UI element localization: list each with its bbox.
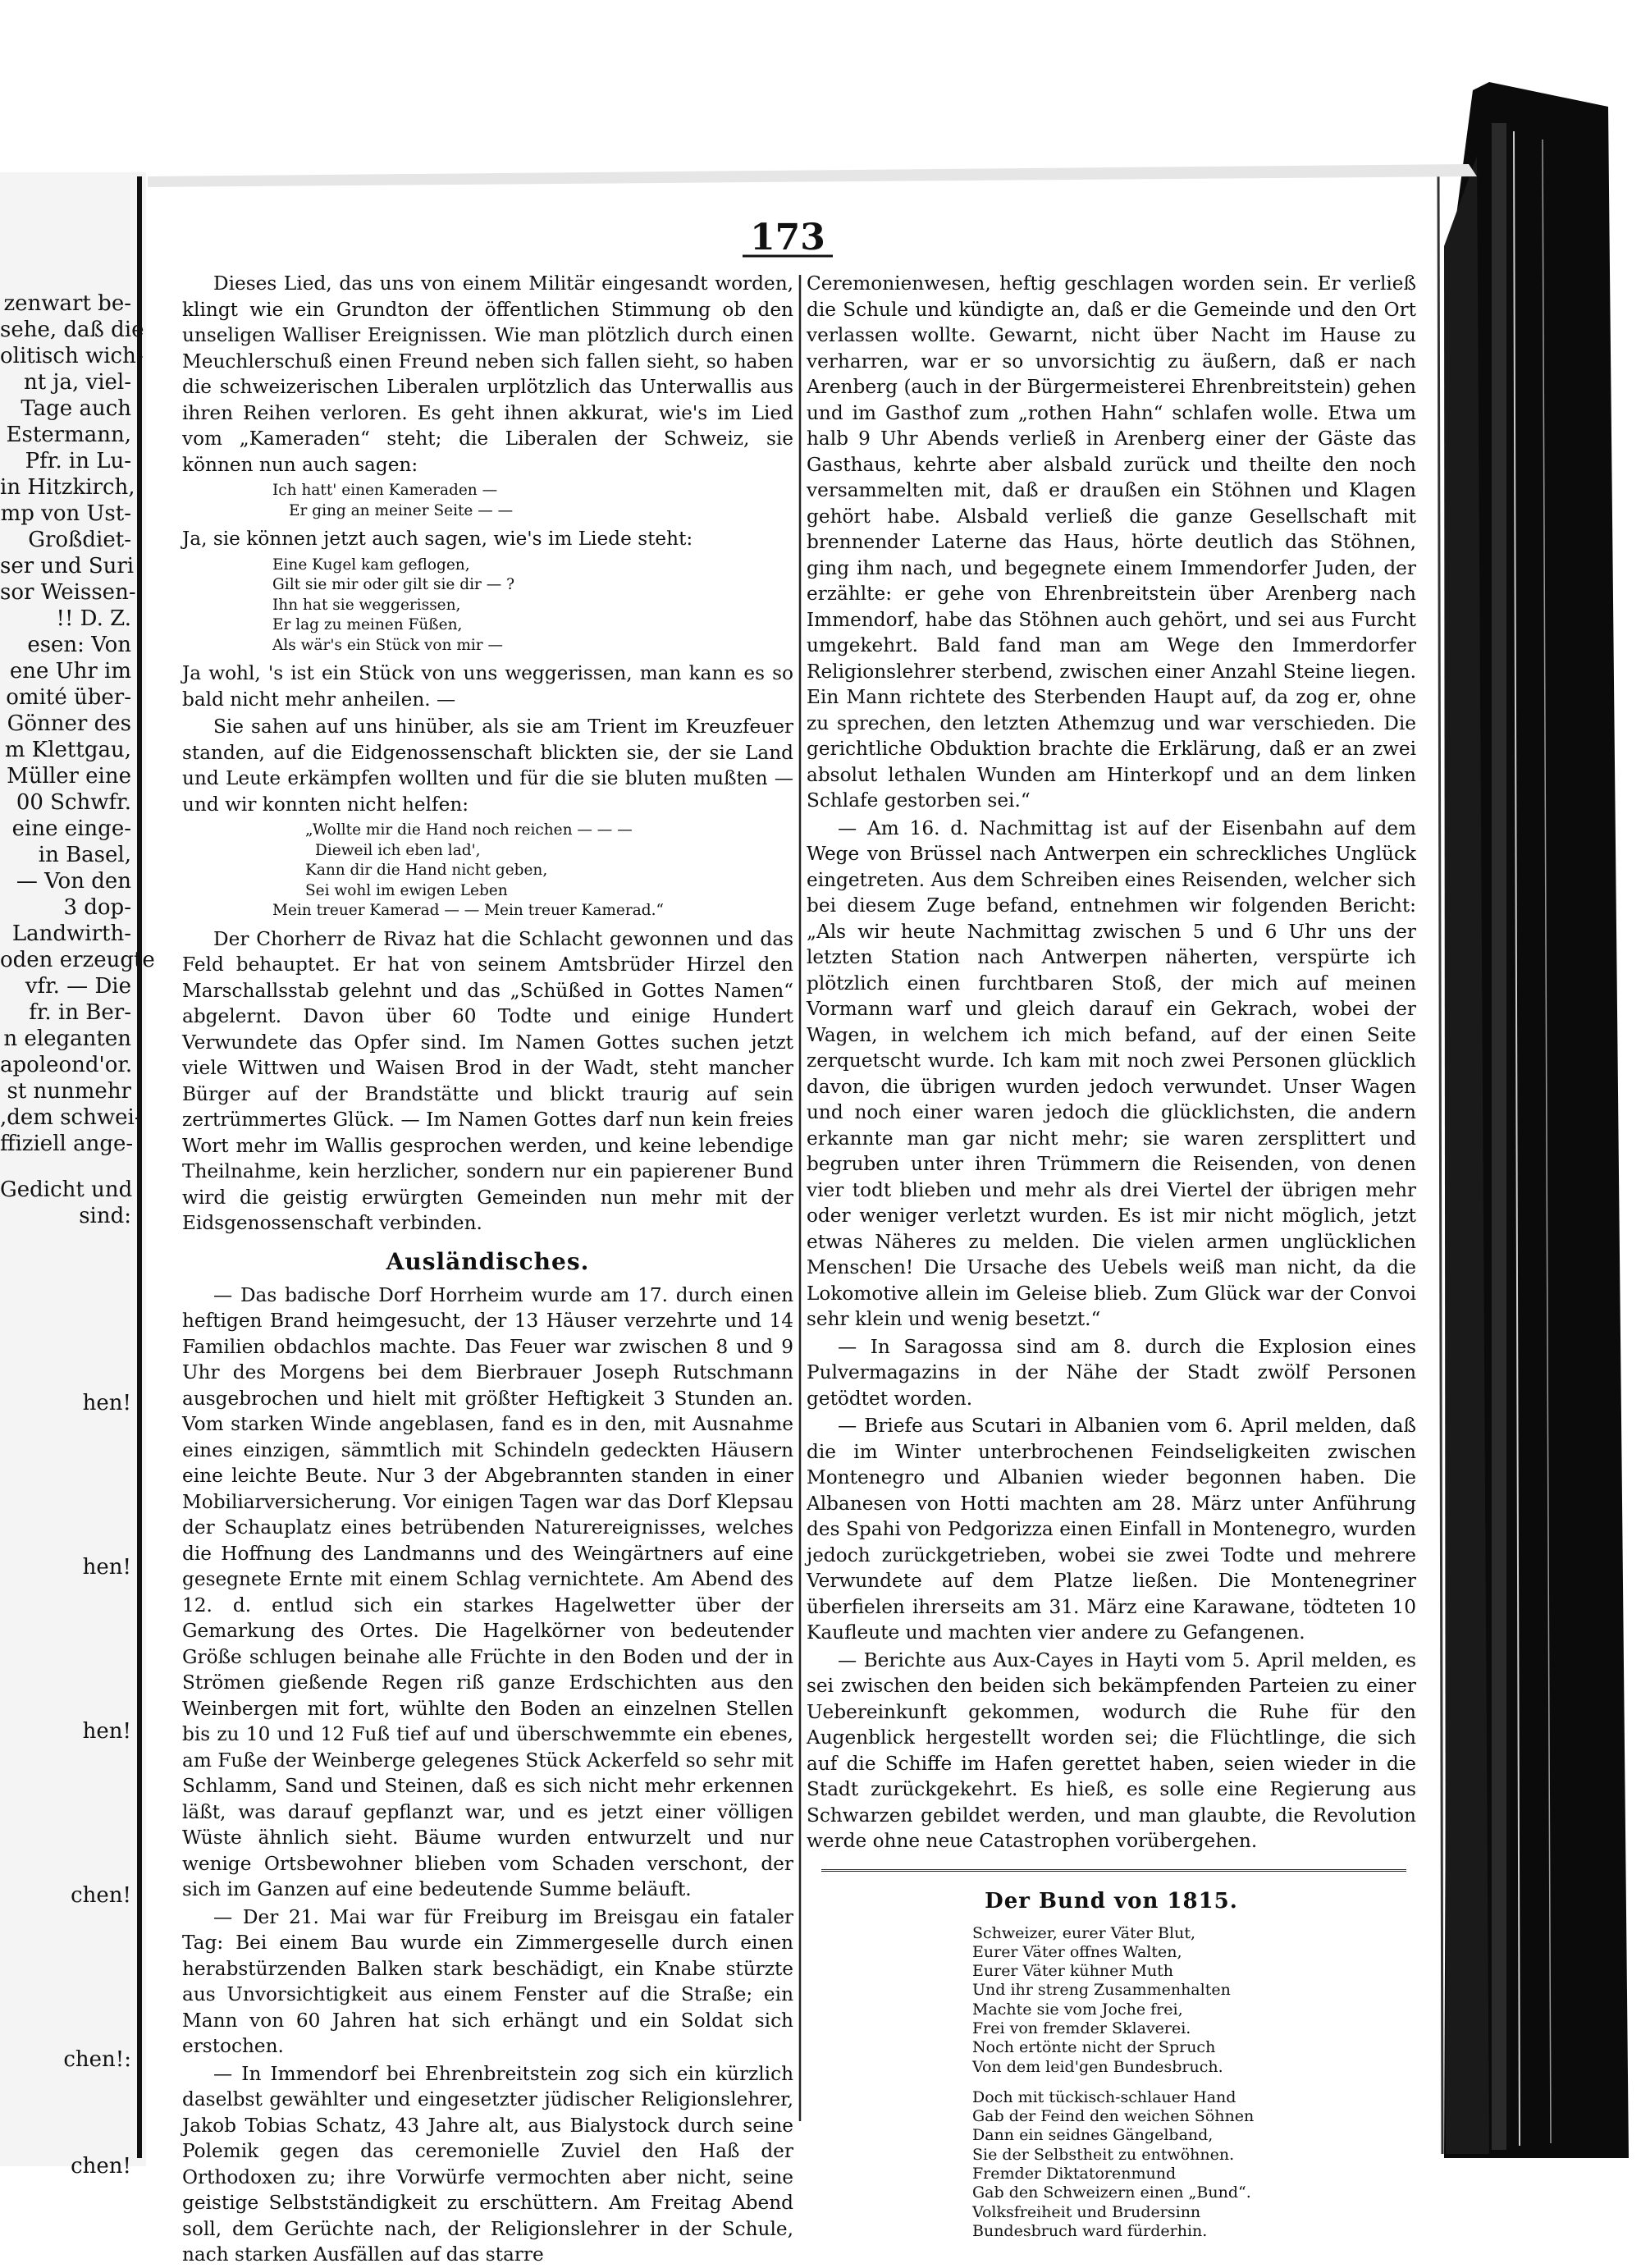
poem-line: Schweizer, eurer Väter Blut,	[972, 1923, 1195, 1942]
poem-line: Noch ertönte nicht der Spruch	[972, 2038, 1216, 2057]
poem-line: Bundesbruch ward fürderhin.	[972, 2221, 1208, 2240]
margin-fragment: hen!	[82, 1555, 131, 1580]
bridge-paragraph-1: Ja, sie können jetzt auch sagen, wie's im Liede steht:	[182, 528, 693, 550]
verse-line: Gilt sie mir oder gilt sie dir — ?	[272, 576, 515, 593]
margin-fragment: Landwirth-	[11, 921, 131, 946]
margin-fragment: chen!	[71, 1883, 131, 1908]
page-number: 173	[750, 217, 825, 258]
margin-fragment: Großdiet-	[28, 528, 131, 552]
poem-line: Eurer Väter offnes Walten,	[972, 1942, 1182, 1961]
verse-line: Als wär's ein Stück von mir —	[272, 636, 504, 654]
news-item-freiburg: — Der 21. Mai war für Freiburg im Breisgau ein fataler Tag: Bei einem Bau wurde ein Zimmergeselle durch einen herabstürzenden Balken stark beschädigt, ein Knabe stürzte aus Unvorsichtigkeit aus einem Fenster auf die Straße; ein Mann von 60 Jahren hat sich erhängt und ein Soldat sich erstochen.	[182, 1905, 793, 2057]
margin-fragment: Müller eine	[7, 764, 131, 789]
poem-line: Gab der Feind den weichen Söhnen	[972, 2107, 1255, 2126]
poem-line: Dann ein seidnes Gängelband,	[972, 2126, 1214, 2145]
verse-line: Ihn hat sie weggerissen,	[272, 596, 461, 614]
poem-line: Frei von fremder Sklaverei.	[972, 2019, 1191, 2037]
margin-fragment: nt ja, viel-	[23, 370, 131, 395]
margin-fragment: in Basel,	[38, 843, 131, 867]
right-column	[807, 271, 1416, 2240]
margin-fragment: n eleganten	[3, 1027, 131, 1051]
margin-fragment: m Klettgau,	[4, 738, 131, 762]
song-verse-3	[272, 821, 793, 921]
verse-line: Er lag zu meinen Füßen,	[272, 616, 463, 633]
margin-fragment: 00 Schwfr.	[16, 790, 131, 815]
song-verse-2	[272, 556, 793, 656]
news-item-saragossa: — In Saragossa sind am 8. durch die Explosion eines Pulvermagazins in der Nähe der Stadt zwölf Personen getödtet worden.	[807, 1335, 1416, 1410]
margin-fragment: Gedicht und	[0, 1177, 133, 1202]
verse-line: Dieweil ich eben lad',	[315, 841, 481, 859]
stanza-gap	[807, 2077, 1416, 2088]
paragraph-trient: Sie sahen auf uns hinüber, als sie am Trient im Kreuzfeuer standen, auf die Eidgenossenschaft blickten sie, der sie Land und Leute erkämpfen wollten und für die sie bluten mußten — und wir konnten nicht helfen:	[182, 716, 793, 816]
news-item-bruessel-antwerpen: — Am 16. d. Nachmittag ist auf der Eisenbahn auf dem Wege von Brüssel nach Antwerpen ein schreckliches Unglück eingetreten. Aus dem Schreiben eines Reisenden, welcher sich bei diesem Zuge befand, entnehmen wir folgenden Bericht: „Als wir heute Nachmittag zwischen 5 und 6 Uhr uns der letzten Station nach Antwerpen näherten, verspürte ich plötzlich einen furchtbaren Stoß, der mich auf meinen Vormann warf und gleich darauf ein Gekrach, wobei der Wagen, in welchem ich mich befand, auf der einen Seite zerquetscht wurde. Ich kam mit noch zwei Personen glücklich davon, die übrigen wurden jedoch verwundet. Unser Wagen und noch einer waren jedoch die glücklichsten, die andern erkannte man gar nicht mehr; sie waren zersplittert und begruben unter ihren Trümmern die Reisenden, von denen vier todt blieben und mehr als drei Viertel der übrigen mehr oder weniger verletzt wurden. Es ist mir nicht möglich, jetzt etwas Näheres zu melden. Die vielen armen unglücklichen Menschen! Die Ursache des Uebels weiß man nicht, da die Lokomotive allein im Geleise blieb. Zum Glück war der Convoi sehr klein und wenig besetzt.“	[807, 816, 1416, 1330]
margin-fragment: Pfr. in Lu-	[25, 449, 131, 473]
margin-fragment: hen!	[82, 1719, 131, 1744]
news-item-scutari: — Briefe aus Scutari in Albanien vom 6. April melden, daß die im Winter unterbrochenen Feindseligkeiten zwischen Montenegro und Albanien wieder begonnen haben. Die Albanesen von Hotti machten am 28. März unter Anführung des Spahi von Pedgorizza einen Einfall in Montenegro, wurden jedoch zurückgetrieben, wobei sie zwei Todte und mehrere Verwundete auf dem Platze ließen. Die Montenegriner überfielen ihrerseits am 31. März eine Karawane, tödteten 10 Kaufleute und machten vier andere zu Gefangenen.	[807, 1415, 1416, 1644]
margin-fragment: !! D. Z.	[56, 606, 131, 631]
paragraph-rivaz: Der Chorherr de Rivaz hat die Schlacht gewonnen und das Feld behauptet. Er hat von seinem Amtsbrüder Hirzel den Marschallsstab gelehnt und das „Schüßed in Gottes Namen“ abgelernt. Davon über 60 Todte und einige Hundert Verwundete das Opfer sind. Im Namen Gottes suchen jetzt viele Wittwen und Waisen Brod in der Wadt, steht mancher Bürger auf der Brandstätte und blickt traurig auf sein zertrümmertes Glück. — Im Namen Gottes darf nun kein freies Wort mehr im Wallis gesprochen werden, und keine lebendige Theilnahme, kein herzlicher, sondern nur ein papierener Bund wird die geistig erwürgten Gemeinden nun mehr mit der Eidsgenossenschaft verbinden.	[182, 927, 793, 1234]
margin-fragment: ,dem schwei-	[0, 1105, 142, 1130]
verse-line: Er ging an meiner Seite — —	[289, 501, 514, 519]
verse-line: Mein treuer Kamerad — — Mein treuer Kamerad.“	[272, 902, 664, 919]
margin-fragment: ffiziell ange-	[0, 1132, 134, 1156]
poem-line: Fremder Diktatorenmund	[972, 2165, 1177, 2183]
poem-stanza-2	[972, 2088, 1416, 2241]
margin-fragment: zenwart be-	[3, 291, 131, 316]
margin-fragment: — Von den	[16, 869, 131, 894]
margin-fragment: olitisch wich-	[0, 344, 144, 368]
margin-fragment: mp von Ust-	[0, 501, 131, 526]
margin-fragment: vfr. — Die	[25, 974, 131, 999]
margin-fragment: chen!:	[63, 2047, 131, 2072]
margin-fragment: Estermann,	[6, 423, 131, 447]
intro-paragraph: Dieses Lied, das uns von einem Militär eingesandt worden, klingt wie ein Grundton der öffentlichen Stimmung ob den unseligen Walliser Ereignissen. Wie man plötzlich durch einen Meuchlerschuß einen Freund neben sich fallen sieht, so haben die schweizerischen Liberalen urplötzlich das Unterwallis aus ihren Reihen verloren. Es geht ihnen akkurat, wie's im Lied vom „Kameraden“ steht; die Liberalen der Schweiz, sie können nun auch sagen:	[182, 272, 793, 476]
section-divider	[821, 1869, 1406, 1872]
margin-fragment: in Hitzkirch,	[0, 475, 135, 500]
poem-line: Und ihr streng Zusammenhalten	[972, 1981, 1231, 2000]
poem-line: Eurer Väter kühner Muth	[972, 1962, 1174, 1981]
news-item-immendorf: — In Immendorf bei Ehrenbreitstein zog sich ein kürzlich daselbst gewählter und eingesetzter jüdischer Religionslehrer, Jakob Tobias Schatz, 43 Jahre alt, aus Bialystock durch seine Polemik gegen das ceremonielle Zuviel den Haß der Orthodoxen zu; ihre Vorwürfe vermochten aber nicht, seine geistige Selbstständigkeit zu erschüttern. Am Freitag Abend soll, dem Gerüchte nach, der Religionslehrer in der Schule, nach starken Ausfällen auf das starre	[182, 2062, 793, 2266]
poem-line: Doch mit tückisch-schlauer Hand	[972, 2087, 1236, 2106]
margin-fragment: fr. in Ber-	[29, 1000, 131, 1025]
news-item-aux-cayes: — Berichte aus Aux-Cayes in Hayti vom 5. April melden, es sei zwischen den beiden sich bekämpfenden Parteien zu einer Uebereinkunft gekommen, wodurch die Ruhe für den Augenblick hergestellt worden sei; die Flüchtlinge, die sich auf die Schiffe im Hafen gerettet haben, seien wieder in die Stadt zurückgekehrt. Es hieß, es solle eine Regierung aus Schwarzen gebildet werden, und man glaubte, die Revolution werde ohne neue Catastrophen vorübergehen.	[807, 1648, 1416, 1852]
poem-stanza-1	[972, 1924, 1416, 2077]
neighbouring-page-fragments	[0, 271, 155, 2179]
verse-line: Sei wohl im ewigen Leben	[305, 881, 508, 899]
news-item-horrheim: — Das badische Dorf Horrheim wurde am 17. durch einen heftigen Brand heimgesucht, der 13 Häuser verzehrte und 14 Familien obdachlos machte. Das Feuer war zwischen 8 und 9 Uhr des Morgens bei dem Bierbrauer Joseph Rutschmann ausgebrochen und hielt mit größter Heftigkeit 3 Stunden an. Vom starken Winde angeblasen, fand es in den, mit Ausnahme eines einzigen, sämmtlich mit Schindeln gedeckten Häusern eine leichte Beute. Nur 3 der Abgebrannten standen in einer Mobiliarversicherung. Vor einigen Tagen war das Dorf Klepsau der Schauplatz eines betrübenden Naturereignisses, welches die Hoffnung des Landmanns und des Weingärtners auf eine gesegnete Ernte mit einem Schlag vernichtete. Am Abend des 12. d. entlud sich ein starkes Hagelwetter über der Gemarkung des Ortes. Die Hagelkörner von bedeutender Größe schlugen beinahe alle Früchte in den Boden und der in Strömen gießende Regen riß ganze Erdschichten aus den Weinbergen mit fort, wühlte den Boden an einzelnen Stellen bis zu 10 und 12 Fuß tief auf und überschwemmte ein ebenes, am Fuße der Weinberge gelegenes Stück Ackerfeld so sehr mit Schlamm, Sand und Steinen, daß es sich nicht mehr erkennen läßt, was darauf gepflanzt war, und es jetzt einer völligen Wüste ähnlich sieht. Bäume wurden entwurzelt und nur wenige Ortsbewohner blieben vom Schaden verschont, der sich im Ganzen auf eine bedeutende Summe beläuft.	[182, 1283, 793, 1900]
news-item-immendorf-continued: Ceremonienwesen, heftig geschlagen worden sein. Er verließ die Schule und kündigte an, daß er die Gemeinde und den Ort verlassen wollte. Gewarnt, nicht über Nacht im Hause zu verharren, war er so unvorsichtig zu äußern, daß er nach Arenberg (auch in der Bürgermeisterei Ehrenbreitstein) gehen und im Gasthof zum „rothen Hahn“ schlafen wolle. Etwa um halb 9 Uhr Abends verließ in Arenberg einer der Gäste das Gasthaus, kehrte aber alsbald zurück und theilte den noch versammelten mit, daß er draußen ein Stöhnen und Klagen gehört habe. Alsbald verließ die ganze Gesellschaft mit brennender Laterne das Haus, hörte deutlich das Stöhnen, ging ihm nach, und begegnete einem Immendorfer Juden, der erzählte: er gehe von Ehrenbreitstein über Arenberg nach Immendorf, habe das Stöhnen auch gehört, und sei aus Furcht umgekehrt. Bald fand man am Wege den Immerdorfer Religionslehrer sterbend, zwischen einer Anzahl Steine liegen. Ein Mann richtete des Sterbenden Haupt auf, da zog er, ohne zu sprechen, den letzten Athemzug und war verschieden. Die gerichtliche Obduktion brachte die Erklärung, daß er an zwei absolut lethalen Wunden am Hinterkopf und an dem linken Schlafe gestorben sei.“	[807, 272, 1416, 812]
margin-fragment: hen!	[82, 1391, 131, 1415]
margin-fragment: omité über-	[6, 685, 131, 710]
poem-title: Der Bund von 1815.	[985, 1888, 1238, 1914]
bridge-paragraph-2: Ja wohl, 's ist ein Stück von uns weggerissen, man kann es so bald nicht mehr anheilen. —	[182, 662, 793, 711]
margin-fragment: eine einge-	[11, 816, 131, 841]
left-column	[182, 271, 793, 2266]
poem-line: Volksfreiheit und Brudersinn	[972, 2202, 1201, 2221]
poem-line: Von dem leid'gen Bundesbruch.	[972, 2057, 1223, 2076]
margin-fragment: Gönner des	[7, 711, 131, 736]
section-heading-auslaendisches: Ausländisches.	[386, 1247, 590, 1275]
verse-line: Kann dir die Hand nicht geben,	[305, 862, 548, 879]
margin-fragment: ser und Suri	[0, 554, 135, 578]
margin-fragment: st nunmehr	[7, 1079, 131, 1104]
verse-line: Eine Kugel kam geflogen,	[272, 556, 470, 574]
margin-fragment: oden erzeugte	[0, 948, 155, 972]
margin-fragment: ene Uhr im	[9, 659, 131, 684]
margin-fragment: chen!	[71, 2154, 131, 2179]
poem-line: Machte sie vom Joche frei,	[972, 2000, 1183, 2019]
margin-fragment: sor Weissen-	[0, 580, 136, 605]
margin-fragment: sind:	[79, 1204, 131, 1228]
poem-line: Gab den Schweizern einen „Bund“.	[972, 2183, 1251, 2202]
poem-line: Sie der Selbstheit zu entwöhnen.	[972, 2145, 1235, 2164]
verse-line: „Wollte mir die Hand noch reichen — — —	[305, 821, 633, 839]
verse-line: Ich hatt' einen Kameraden —	[272, 482, 498, 499]
song-verse-1	[272, 481, 793, 521]
margin-fragment: apoleond'or.	[0, 1053, 133, 1077]
margin-fragment: sehe, daß die	[0, 318, 144, 342]
margin-fragment: esen: Von	[27, 633, 131, 657]
margin-fragment: 3 dop-	[63, 895, 131, 920]
margin-fragment: Tage auch	[21, 396, 131, 421]
